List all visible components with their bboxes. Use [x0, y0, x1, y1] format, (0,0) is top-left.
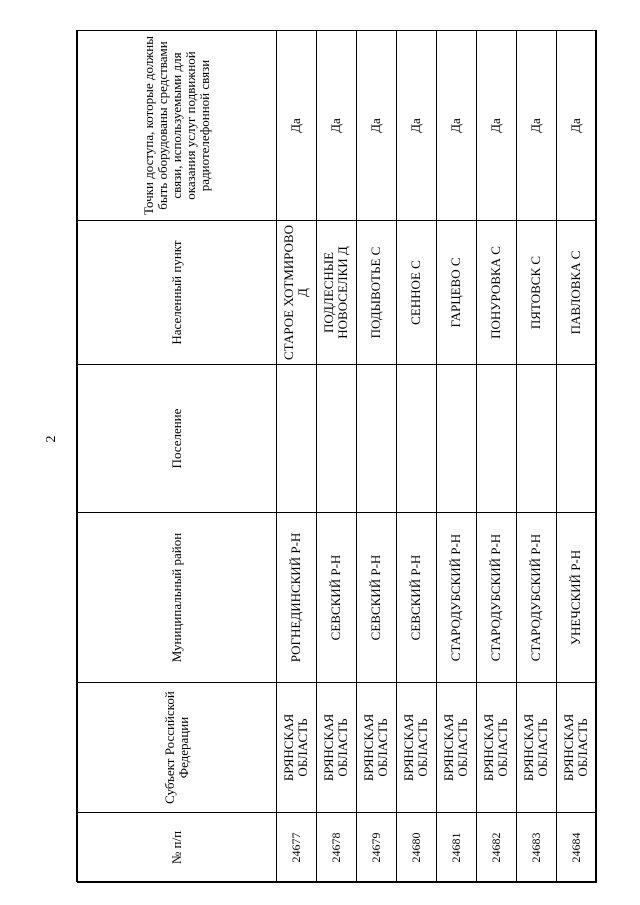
table-container [76, 30, 596, 882]
cell-locality: ГАРЦЕВО С [436, 221, 476, 365]
cell-locality: ПАВЛОВКА С [556, 221, 596, 365]
cell-num: 24683 [516, 813, 556, 883]
table-row [436, 31, 476, 883]
cell-access: Да [316, 31, 356, 221]
cell-settlement [556, 365, 596, 513]
header-locality: Населенный пункт [78, 221, 277, 365]
cell-access: Да [356, 31, 396, 221]
table-row [276, 31, 316, 883]
table-row [316, 31, 356, 883]
cell-settlement [436, 365, 476, 513]
cell-district: СТАРОДУБСКИЙ Р-Н [476, 513, 516, 683]
cell-locality: ПОДЫВОТЬЕ С [356, 221, 396, 365]
page-number: 2 [44, 435, 59, 443]
cell-subject: БРЯНСКАЯ ОБЛАСТЬ [316, 683, 356, 813]
cell-num: 24678 [316, 813, 356, 883]
cell-access: Да [476, 31, 516, 221]
cell-access: Да [276, 31, 316, 221]
cell-num: 24679 [356, 813, 396, 883]
access-points-table [77, 30, 597, 883]
cell-settlement [316, 365, 356, 513]
header-district: Муниципальный район [78, 513, 277, 683]
rotated-table-frame [77, 31, 597, 883]
cell-subject: БРЯНСКАЯ ОБЛАСТЬ [396, 683, 436, 813]
cell-locality: СТАРОЕ ХОТМИРОВО Д [276, 221, 316, 365]
header-num: № п/п [78, 813, 277, 883]
cell-access: Да [396, 31, 436, 221]
cell-district: СЕВСКИЙ Р-Н [356, 513, 396, 683]
header-access: Точки доступа, которые должны быть оборудованы средствами связи, используемыми для оказания услуг подвижной радиотелефонной связи [78, 31, 277, 221]
cell-access: Да [516, 31, 556, 221]
cell-num: 24681 [436, 813, 476, 883]
cell-district: РОГНЕДИНСКИЙ Р-Н [276, 513, 316, 683]
cell-settlement [396, 365, 436, 513]
cell-locality: ПОДЛЕСНЫЕ НОВОСЕЛКИ Д [316, 221, 356, 365]
cell-num: 24677 [276, 813, 316, 883]
table-row [476, 31, 516, 883]
table-row [516, 31, 556, 883]
cell-subject: БРЯНСКАЯ ОБЛАСТЬ [436, 683, 476, 813]
cell-subject: БРЯНСКАЯ ОБЛАСТЬ [276, 683, 316, 813]
cell-district: СЕВСКИЙ Р-Н [396, 513, 436, 683]
cell-settlement [276, 365, 316, 513]
cell-locality: ПЯТОВСК С [516, 221, 556, 365]
cell-settlement [516, 365, 556, 513]
table-header-row [78, 31, 277, 883]
cell-district: УНЕЧСКИЙ Р-Н [556, 513, 596, 683]
cell-access: Да [556, 31, 596, 221]
header-subject: Субъект Российской Федерации [78, 683, 277, 813]
cell-num: 24680 [396, 813, 436, 883]
table-row [556, 31, 596, 883]
cell-settlement [476, 365, 516, 513]
cell-num: 24682 [476, 813, 516, 883]
cell-district: СТАРОДУБСКИЙ Р-Н [436, 513, 476, 683]
cell-subject: БРЯНСКАЯ ОБЛАСТЬ [516, 683, 556, 813]
cell-district: СТАРОДУБСКИЙ Р-Н [516, 513, 556, 683]
cell-settlement [356, 365, 396, 513]
cell-locality: ПОНУРОВКА С [476, 221, 516, 365]
cell-subject: БРЯНСКАЯ ОБЛАСТЬ [556, 683, 596, 813]
cell-locality: СЕННОЕ С [396, 221, 436, 365]
cell-subject: БРЯНСКАЯ ОБЛАСТЬ [356, 683, 396, 813]
cell-subject: БРЯНСКАЯ ОБЛАСТЬ [476, 683, 516, 813]
table-row [396, 31, 436, 883]
cell-district: СЕВСКИЙ Р-Н [316, 513, 356, 683]
table-row [356, 31, 396, 883]
header-settlement: Поселение [78, 365, 277, 513]
cell-num: 24684 [556, 813, 596, 883]
cell-access: Да [436, 31, 476, 221]
